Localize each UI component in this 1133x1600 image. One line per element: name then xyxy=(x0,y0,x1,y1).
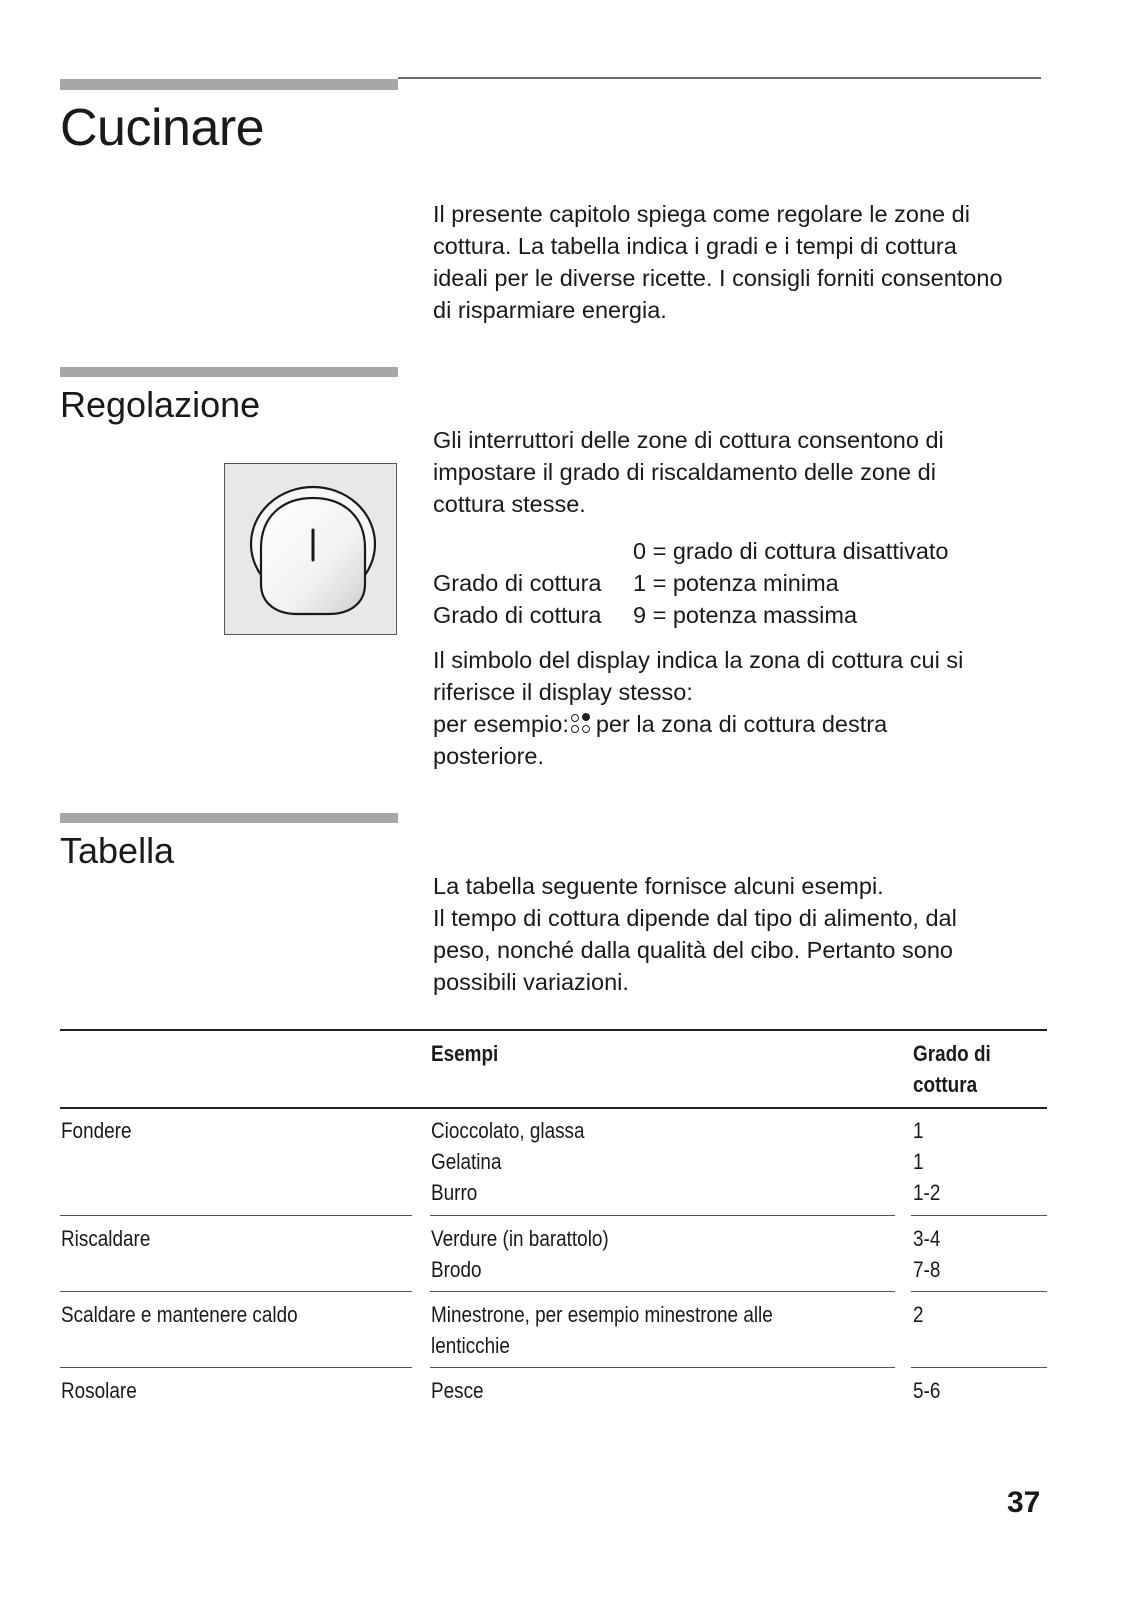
row-divider xyxy=(430,1291,895,1292)
level-value: 1 = potenza minima xyxy=(633,570,839,596)
title-rule xyxy=(398,77,1041,79)
intro-line: ideali per le diverse ricette. I consigli forniti consentono xyxy=(433,265,1003,291)
table-header-rule xyxy=(60,1107,1047,1109)
knob-icon xyxy=(225,464,395,633)
row-category: Fondere xyxy=(61,1118,132,1143)
row-divider xyxy=(430,1215,895,1216)
example-last-line: posteriore. xyxy=(433,743,545,769)
regolazione-line: cottura stesse. xyxy=(433,491,586,517)
display-line: riferisce il display stesso: xyxy=(433,679,693,705)
row-example: Cioccolato, glassa xyxy=(431,1118,585,1143)
row-level: 7-8 xyxy=(913,1257,941,1282)
row-level: 1-2 xyxy=(913,1180,941,1205)
title-bar xyxy=(60,79,398,90)
example-suffix: per la zona di cottura destra xyxy=(595,711,888,737)
tabella-paragraph xyxy=(433,870,1073,998)
row-example: Burro xyxy=(431,1180,478,1205)
example-line xyxy=(433,708,1073,740)
row-category: Riscaldare xyxy=(61,1226,151,1251)
example-prefix: per esempio: xyxy=(433,711,569,737)
table-top-rule xyxy=(60,1029,1047,1031)
level-value: 9 = potenza massima xyxy=(633,602,858,628)
tabella-line: possibili variazioni. xyxy=(433,969,629,995)
section-title-tabella: Tabella xyxy=(60,830,175,871)
level-label: Grado di cottura xyxy=(433,570,602,596)
header-examples: Esempi xyxy=(431,1041,499,1066)
intro-line: cottura. La tabella indica i gradi e i tempi di cottura xyxy=(433,233,957,259)
tabella-line: Il tempo di cottura dipende dal tipo di alimento, dal xyxy=(433,905,957,931)
right-rear-zone-icon xyxy=(571,713,593,735)
section-bar-regolazione xyxy=(60,367,398,377)
display-line: Il simbolo del display indica la zona di cottura cui si xyxy=(433,647,964,673)
level-value: 0 = grado di cottura disattivato xyxy=(633,538,949,564)
intro-paragraph xyxy=(433,198,1073,326)
row-level: 2 xyxy=(913,1302,924,1327)
header-level-line1: Grado di xyxy=(913,1041,991,1066)
row-divider xyxy=(911,1291,1047,1292)
regolazione-line: impostare il grado di riscaldamento delle zone di xyxy=(433,459,936,485)
row-divider xyxy=(60,1367,412,1368)
tabella-line: La tabella seguente fornisce alcuni esempi. xyxy=(433,873,884,899)
tabella-line: peso, nonché dalla qualità del cibo. Pertanto sono xyxy=(433,937,953,963)
row-example: Brodo xyxy=(431,1257,482,1282)
row-divider xyxy=(60,1215,412,1216)
section-bar-tabella xyxy=(60,813,398,823)
row-example: Gelatina xyxy=(431,1149,502,1174)
level-list xyxy=(433,535,1073,631)
level-label: Grado di cottura xyxy=(433,602,602,628)
row-divider xyxy=(911,1367,1047,1368)
display-symbol-paragraph xyxy=(433,644,1073,772)
row-example: Minestrone, per esempio minestrone alle xyxy=(431,1302,773,1327)
row-level: 1 xyxy=(913,1118,924,1143)
control-knob-illustration xyxy=(224,463,397,635)
header-level-line2: cottura xyxy=(913,1072,978,1097)
intro-line: di risparmiare energia. xyxy=(433,297,667,323)
row-category: Rosolare xyxy=(61,1378,137,1403)
row-level: 1 xyxy=(913,1149,924,1174)
page-title: Cucinare xyxy=(60,99,265,157)
page-number: 37 xyxy=(1007,1486,1041,1519)
row-divider xyxy=(60,1291,412,1292)
intro-line: Il presente capitolo spiega come regolare le zone di xyxy=(433,201,970,227)
row-divider xyxy=(430,1367,895,1368)
row-category: Scaldare e mantenere caldo xyxy=(61,1302,298,1327)
row-example: lenticchie xyxy=(431,1333,510,1358)
section-title-regolazione: Regolazione xyxy=(60,384,261,425)
row-example: Pesce xyxy=(431,1378,484,1403)
row-level: 5-6 xyxy=(913,1378,941,1403)
regolazione-line: Gli interruttori delle zone di cottura consentono di xyxy=(433,427,944,453)
row-example: Verdure (in barattolo) xyxy=(431,1226,609,1251)
row-level: 3-4 xyxy=(913,1226,941,1251)
regolazione-paragraph xyxy=(433,424,1073,520)
row-divider xyxy=(911,1215,1047,1216)
